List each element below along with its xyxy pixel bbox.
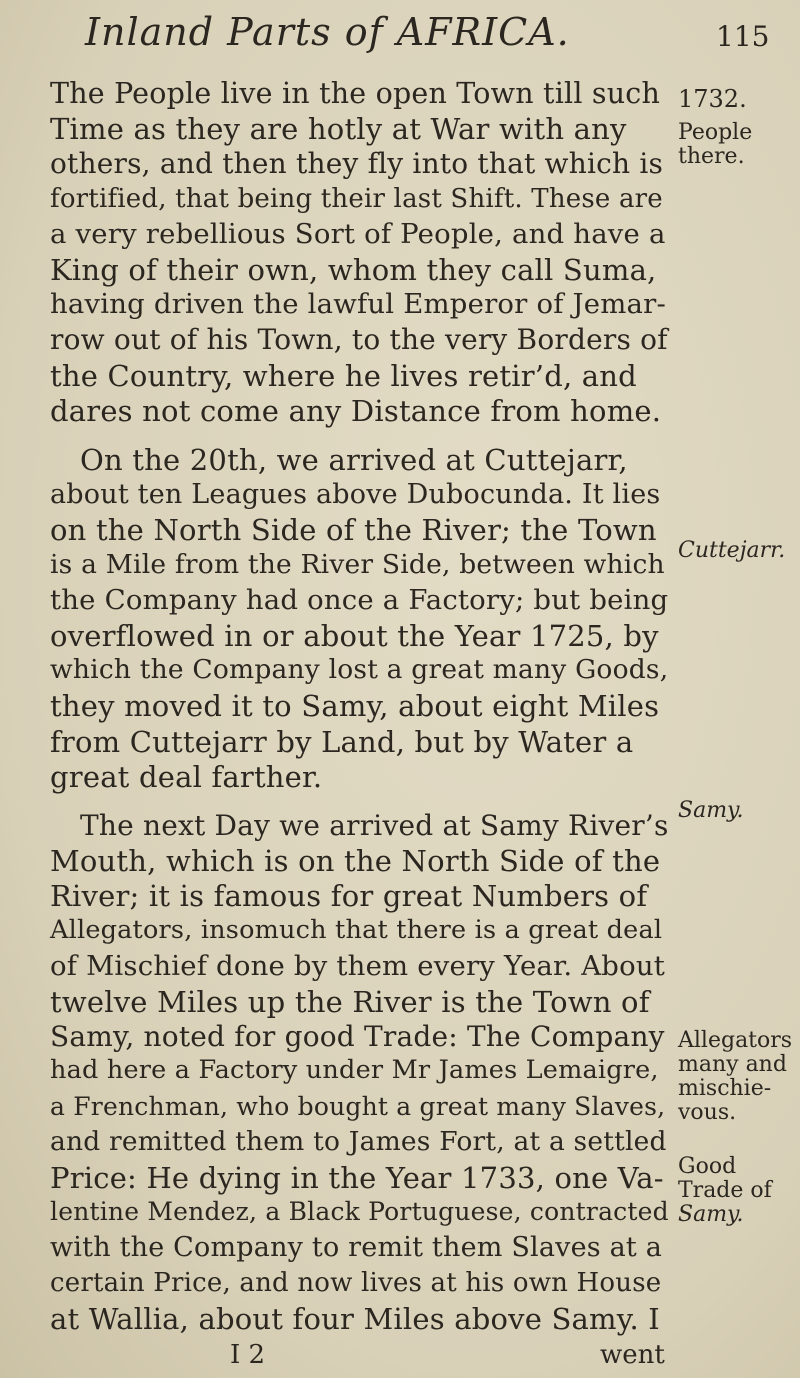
margin-allegators: Allegators xyxy=(678,1028,793,1053)
text-line: they moved it to Samy, about eight Miles xyxy=(50,689,660,724)
text-line: a Frenchman, who bought a great many Slaves, xyxy=(50,1091,666,1121)
text-line: and remitted them to James Fort, at a settled xyxy=(50,1125,667,1157)
margin-cuttejarr: Cuttejarr. xyxy=(678,538,786,563)
text-line: The next Day we arrived at Samy River’s xyxy=(80,809,669,842)
margin-year: 1732. xyxy=(678,85,747,113)
text-line: dares not come any Distance from home. xyxy=(50,393,662,428)
text-line: the Company had once a Factory; but being xyxy=(50,583,669,616)
margin-allegators: vous. xyxy=(678,1100,737,1125)
text-line: about ten Leagues above Dubocunda. It lies xyxy=(50,479,661,511)
text-line: Samy, noted for good Trade: The Company xyxy=(50,1020,665,1054)
running-header xyxy=(0,0,800,70)
margin-samy: Samy. xyxy=(678,798,744,823)
text-line: had here a Factory under Mr James Lemaigre, xyxy=(50,1055,659,1086)
text-line: others, and then they fly into that which is xyxy=(50,147,664,181)
text-line: On the 20th, we arrived at Cuttejarr, xyxy=(80,443,628,477)
text-line: at Wallia, about four Miles above Samy. I xyxy=(50,1301,660,1336)
text-line: King of their own, whom they call Suma, xyxy=(50,253,657,287)
text-line: certain Price, and now lives at his own House xyxy=(50,1267,662,1298)
text-line: great deal farther. xyxy=(50,759,323,794)
text-line: from Cuttejarr by Land, but by Water a xyxy=(50,724,634,759)
text-line: lentine Mendez, a Black Portuguese, contracted xyxy=(50,1197,669,1227)
text-line: is a Mile from the River Side, between which xyxy=(50,548,665,580)
text-line: The People live in the open Town till such xyxy=(50,77,661,110)
text-line: row out of his Town, to the very Borders of xyxy=(50,323,668,357)
margin-people: there. xyxy=(678,144,745,169)
text-line: the Country, where he lives retir’d, and xyxy=(50,358,637,393)
text-line: having driven the lawful Emperor of Jemar- xyxy=(50,288,666,321)
text-line: River; it is famous for great Numbers of xyxy=(50,879,648,914)
margin-people: People xyxy=(678,120,753,145)
text-line: with the Company to remit them Slaves at a xyxy=(50,1232,663,1264)
margin-trade: Trade of xyxy=(678,1178,772,1203)
margin-trade: Samy. xyxy=(678,1202,744,1227)
text-line: Time as they are hotly at War with any xyxy=(50,112,627,147)
text-line: Price: He dying in the Year 1733, one Va- xyxy=(50,1161,664,1195)
margin-allegators: many and xyxy=(678,1052,787,1077)
signature-mark: I 2 xyxy=(230,1340,266,1370)
text-line: twelve Miles up the River is the Town of xyxy=(50,985,650,1019)
running-title: Inland Parts of AFRICA. xyxy=(85,10,570,54)
text-line: a very rebellious Sort of People, and have a xyxy=(50,217,666,250)
margin-allegators: mischie- xyxy=(678,1076,772,1101)
text-line: of Mischief done by them every Year. About xyxy=(50,949,665,982)
text-line: overflowed in or about the Year 1725, by xyxy=(50,619,659,653)
page-number: 115 xyxy=(716,20,770,53)
text-line: on the North Side of the River; the Town xyxy=(50,513,657,548)
margin-trade: Good xyxy=(678,1154,737,1179)
text-line: fortified, that being their last Shift. These are xyxy=(50,183,663,214)
catchword: went xyxy=(600,1340,665,1370)
text-line: Mouth, which is on the North Side of the xyxy=(50,844,661,879)
text-line: which the Company lost a great many Goods, xyxy=(50,654,669,686)
text-line: Allegators, insomuch that there is a great deal xyxy=(50,914,663,945)
